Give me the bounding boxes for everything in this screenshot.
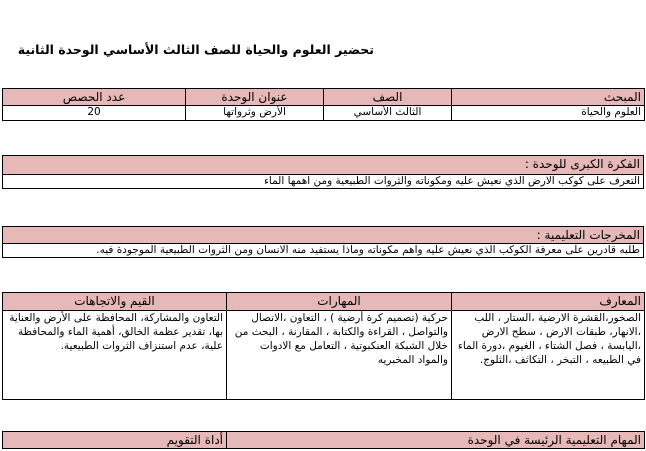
subject-value: العلوم والحياة	[452, 106, 645, 121]
skills-header: المهارات	[227, 293, 452, 311]
outcomes-label: المخرجات التعليمية :	[3, 227, 644, 244]
unit-title-value: الأرض وثرواتها	[186, 106, 324, 121]
main-tasks-header: المهام التعليمية الرئيسة في الوحدة	[227, 432, 645, 449]
grade-header: الصف	[324, 89, 452, 106]
values-header: القيم والاتجاهات	[3, 293, 227, 311]
grade-value: الثالث الأساسي	[324, 106, 452, 121]
knowledge-text: الصخور،القشرة الارضية ،الستار ، اللب ،الانهار، طبقات الارض ، سطح الارض ،اليابسة ، فصل الشتاء ، الغيوم ،دورة الماء في الطبيعه ، التبخر ، التكاثف ،الثلوج.	[452, 311, 645, 400]
unit-info-table	[2, 88, 645, 121]
lessons-count-header: عدد الحصص	[3, 89, 186, 106]
page-title: تحضير العلوم والحياة للصف الثالث الأساسي الوحدة الثانية	[17, 42, 374, 57]
outcomes-table	[2, 226, 644, 258]
values-text: التعاون والمشاركة، المحافظة على الأرض والعناية بها، تقدير عظمة الخالق، أهمية الماء والمحافظة علية، عدم استنزاف الثروات الطبيعية.	[3, 311, 227, 400]
tasks-assessment-table	[2, 431, 645, 449]
subject-header: المبحث	[452, 89, 645, 106]
unit-title-header: عنوان الوحدة	[186, 89, 324, 106]
lessons-count-value: 20	[3, 106, 186, 121]
skills-text: حركية (تصميم كرة أرضية ) ، التعاون ،الاتصال والتواصل ، القراءة والكتابة ، المقارنة ، البحث من خلال الشبكة العنكبوتية ، التعامل مع الادوات والمواد المخبريه	[227, 311, 452, 400]
knowledge-skills-values-table	[2, 292, 645, 400]
big-idea-text: التعرف على كوكب الارض الذي نعيش عليه ومكوناته والثروات الطبيعية ومن اهمها الماء	[3, 175, 644, 189]
outcomes-text: طلبه قادرين على معرفة الكوكب الذي نعيش عليه واهم مكوناته وماذا يستفيد منه الانسان ومن الثروات الطبيعية الموجودة فيه.	[3, 244, 644, 258]
assessment-tool-header: أداة التقويم	[3, 432, 227, 449]
big-idea-label: الفكرة الكبرى للوحدة :	[3, 156, 644, 175]
knowledge-header: المعارف	[452, 293, 645, 311]
big-idea-table	[2, 155, 644, 189]
